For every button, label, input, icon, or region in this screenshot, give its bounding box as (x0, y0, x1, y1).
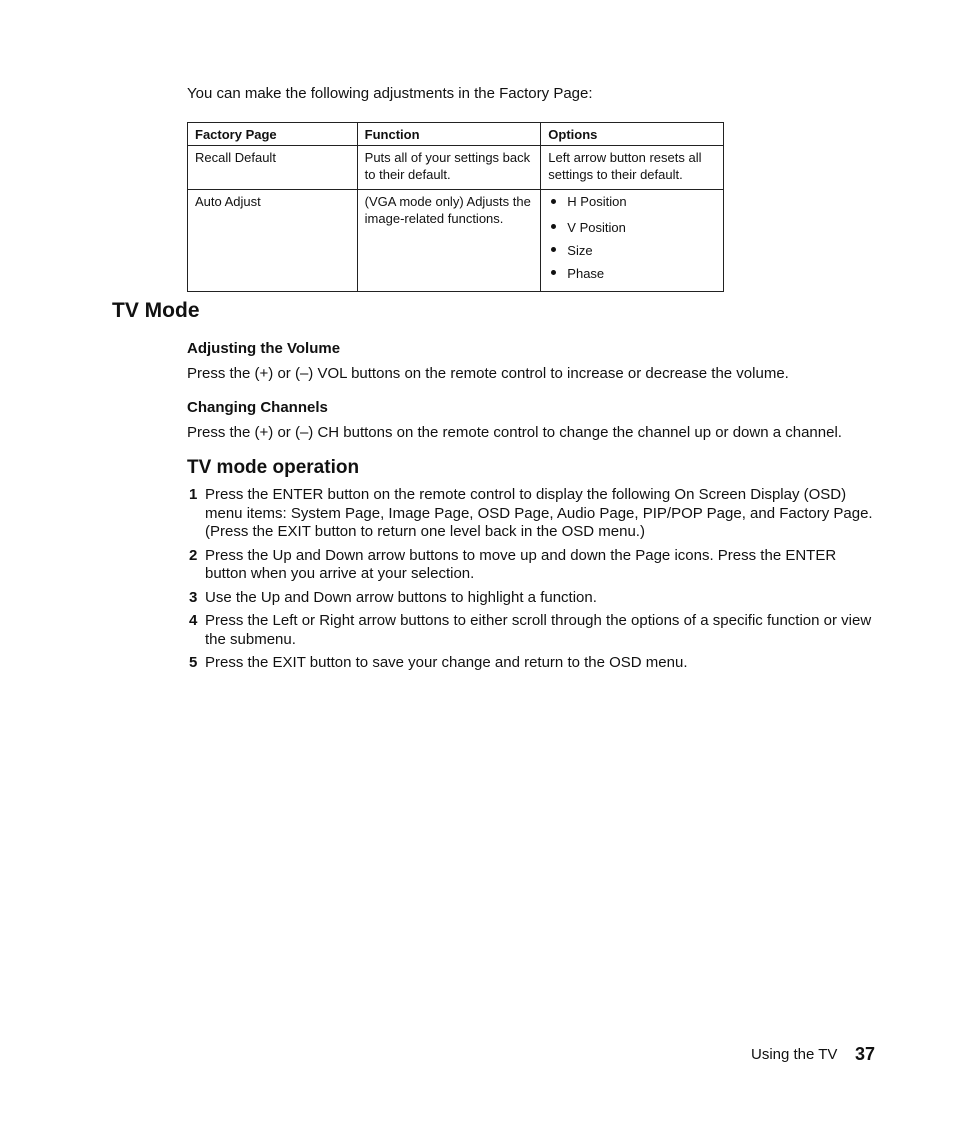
cell-function: (VGA mode only) Adjusts the image-related functions. (357, 190, 541, 292)
options-list (548, 193, 716, 285)
step-number: 5 (189, 654, 198, 671)
table-row (188, 146, 724, 190)
header-options: Options (541, 123, 724, 146)
header-function: Function (357, 123, 541, 146)
step-number: 2 (189, 546, 198, 564)
list-item (187, 654, 879, 673)
heading-changing-channels: Changing Channels (187, 399, 328, 416)
list-item (187, 612, 879, 649)
table-header-row (188, 123, 724, 146)
step-text: Press the Left or Right arrow buttons to either scroll through the options of a specific function or view the submenu. (205, 612, 872, 648)
step-number: 4 (189, 612, 198, 629)
factory-page-table (187, 122, 724, 292)
step-number: 3 (189, 588, 198, 606)
list-item (187, 486, 879, 542)
section-title-tv-mode: TV Mode (112, 299, 200, 322)
list-item (187, 547, 879, 584)
step-number: 1 (189, 486, 198, 503)
volume-text: Press the (+) or (–) VOL buttons on the remote control to increase or decrease the volume. (187, 365, 789, 382)
operation-steps-list (187, 486, 879, 678)
section-title-tv-mode-operation: TV mode operation (187, 457, 360, 478)
intro-text: You can make the following adjustments in the Factory Page: (187, 85, 593, 102)
step-text: Press the EXIT button to save your change and return to the OSD menu. (205, 654, 688, 671)
cell-options: Left arrow button resets all settings to their default. (541, 146, 724, 190)
channels-text: Press the (+) or (–) CH buttons on the remote control to change the channel up or down a channel. (187, 424, 842, 441)
option-item: V Position (548, 216, 716, 239)
option-item: H Position (548, 193, 716, 210)
option-item: Phase (548, 262, 716, 285)
cell-function: Puts all of your settings back to their default. (357, 146, 541, 190)
cell-options (541, 190, 724, 292)
option-item: Size (548, 239, 716, 262)
cell-factory-page: Recall Default (188, 146, 358, 190)
heading-adjusting-volume: Adjusting the Volume (187, 340, 341, 357)
footer-section-label: Using the TV (751, 1046, 838, 1063)
list-item (187, 589, 879, 608)
step-text: Use the Up and Down arrow buttons to highlight a function. (205, 588, 597, 606)
cell-factory-page: Auto Adjust (188, 190, 358, 292)
header-factory-page: Factory Page (188, 123, 358, 146)
table-row (188, 190, 724, 292)
page-number: 37 (855, 1044, 876, 1064)
step-text: Press the ENTER button on the remote control to display the following On Screen Display (OSD) menu items: System Page, Image Page, OSD Page, Audio Page, PIP/POP Page, and Factory Page. (Press the EXIT button to return one level back in the OSD menu.) (205, 486, 873, 540)
step-text: Press the Up and Down arrow buttons to move up and down the Page icons. Press the ENTER button when you arrive at your selection. (205, 546, 837, 582)
